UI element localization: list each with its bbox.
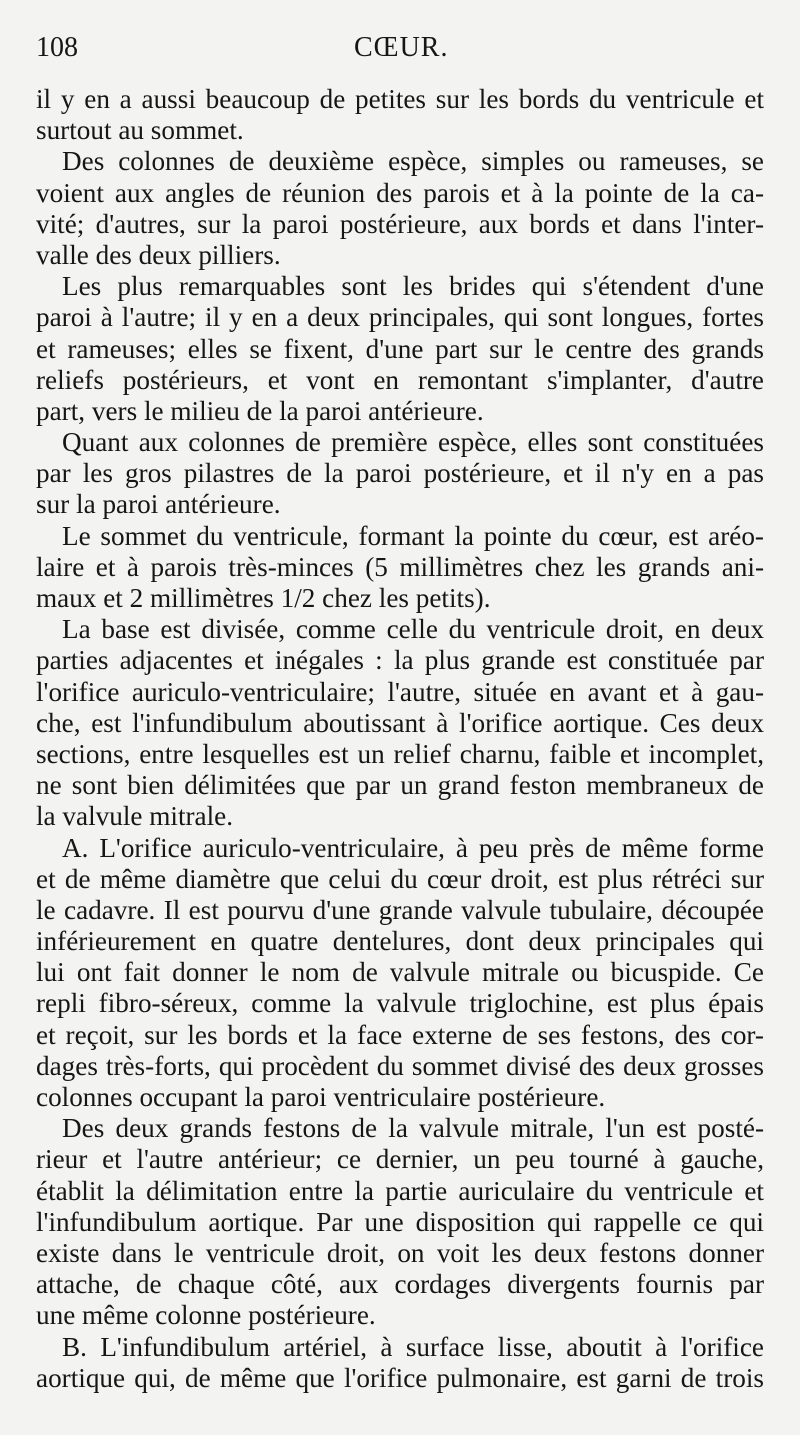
text-line: rieur et l'autre antérieur; ce dernier, un peu tourné à gauche, — [36, 1144, 764, 1175]
text-line: l'orifice auriculo-ventriculaire; l'autre, située en avant et à gau- — [36, 676, 764, 707]
text-line: établit la délimitation entre la partie auriculaire du ventricule et — [36, 1175, 764, 1206]
text-line: sections, entre lesquelles est un relief charnu, faible et incomplet, — [36, 738, 764, 769]
text-line: et reçoit, sur les bords et la face externe de ses festons, des cor- — [36, 1019, 764, 1050]
paragraph — [36, 1113, 764, 1331]
running-title: CŒUR. — [354, 32, 449, 63]
text-line: B. L'infundibulum artériel, à surface lisse, aboutit à l'orifice — [62, 1331, 764, 1362]
paragraph — [36, 146, 764, 271]
text-line: surtout au sommet. — [36, 115, 244, 146]
text-line: Quant aux colonnes de première espèce, elles sont constituées — [62, 427, 764, 458]
text-line: par les gros pilastres de la paroi postérieure, et il n'y en a pas — [36, 458, 764, 489]
body-text — [36, 84, 764, 1394]
text-line: aortique qui, de même que l'orifice pulmonaire, est garni de trois — [36, 1362, 764, 1393]
text-line: Des deux grands festons de la valvule mitrale, l'un est posté- — [62, 1113, 764, 1144]
paragraph — [36, 271, 764, 427]
text-line: paroi à l'autre; il y en a deux principales, qui sont longues, fortes — [36, 302, 764, 333]
text-line: ne sont bien délimitées que par un grand feston membraneux de — [36, 770, 764, 801]
text-line: parties adjacentes et inégales : la plus grande est constituée par — [36, 645, 764, 676]
text-line: part, vers le milieu de la paroi antérieure. — [36, 395, 484, 426]
text-line: l'infundibulum aortique. Par une disposition qui rappelle ce qui — [36, 1206, 764, 1237]
text-line: voient aux angles de réunion des parois et à la pointe de la ca- — [36, 177, 764, 208]
text-line: et de même diamètre que celui du cœur droit, est plus rétréci sur — [36, 863, 764, 894]
paragraph — [36, 427, 764, 521]
page-header — [36, 28, 760, 68]
paragraph — [36, 84, 764, 146]
text-line: Des colonnes de deuxième espèce, simples ou rameuses, se — [62, 146, 764, 177]
text-line: valle des deux pilliers. — [36, 239, 281, 270]
text-line: et rameuses; elles se fixent, d'une part sur le centre des grands — [36, 333, 764, 364]
text-line: laire et à parois très-minces (5 millimètres chez les grands ani- — [36, 551, 764, 582]
text-line: une même colonne postérieure. — [36, 1300, 376, 1331]
text-line: La base est divisée, comme celle du ventricule droit, en deux — [62, 614, 764, 645]
text-line: inférieurement en quatre dentelures, dont deux principales qui — [36, 926, 764, 957]
text-line: la valvule mitrale. — [36, 801, 234, 832]
text-line: lui ont fait donner le nom de valvule mitrale ou bicuspide. Ce — [36, 957, 764, 988]
text-line: existe dans le ventricule droit, on voit les deux festons donner — [36, 1237, 764, 1268]
text-line: vité; d'autres, sur la paroi postérieure, aux bords et dans l'inter- — [36, 208, 764, 239]
paragraph — [36, 521, 764, 615]
text-line: sur la paroi antérieure. — [36, 489, 281, 520]
text-line: maux et 2 millimètres 1/2 chez les petits). — [36, 583, 491, 613]
text-line: colonnes occupant la paroi ventriculaire postérieure. — [36, 1082, 606, 1112]
text-line: il y en a aussi beaucoup de petites sur les bords du ventricule et — [36, 84, 764, 114]
text-line: Les plus remarquables sont les brides qui s'étendent d'une — [62, 271, 764, 302]
text-line: reliefs postérieurs, et vont en remontant s'implanter, d'autre — [36, 364, 764, 395]
text-line: le cadavre. Il est pourvu d'une grande valvule tubulaire, découpée — [36, 894, 764, 925]
text-line: Le sommet du ventricule, formant la pointe du cœur, est aréo- — [62, 520, 764, 551]
text-line: dages très-forts, qui procèdent du sommet divisé des deux grosses — [36, 1050, 764, 1081]
paragraph — [36, 833, 764, 1114]
text-line: A. L'orifice auriculo-ventriculaire, à peu près de même forme — [62, 832, 764, 863]
text-line: repli fibro-séreux, comme la valvule triglochine, est plus épais — [36, 988, 764, 1019]
page-number: 108 — [36, 32, 78, 63]
text-line: attache, de chaque côté, aux cordages divergents fournis par — [36, 1269, 764, 1300]
paragraph — [36, 614, 764, 832]
text-line: che, est l'infundibulum aboutissant à l'orifice aortique. Ces deux — [36, 707, 764, 738]
paragraph — [36, 1332, 764, 1394]
